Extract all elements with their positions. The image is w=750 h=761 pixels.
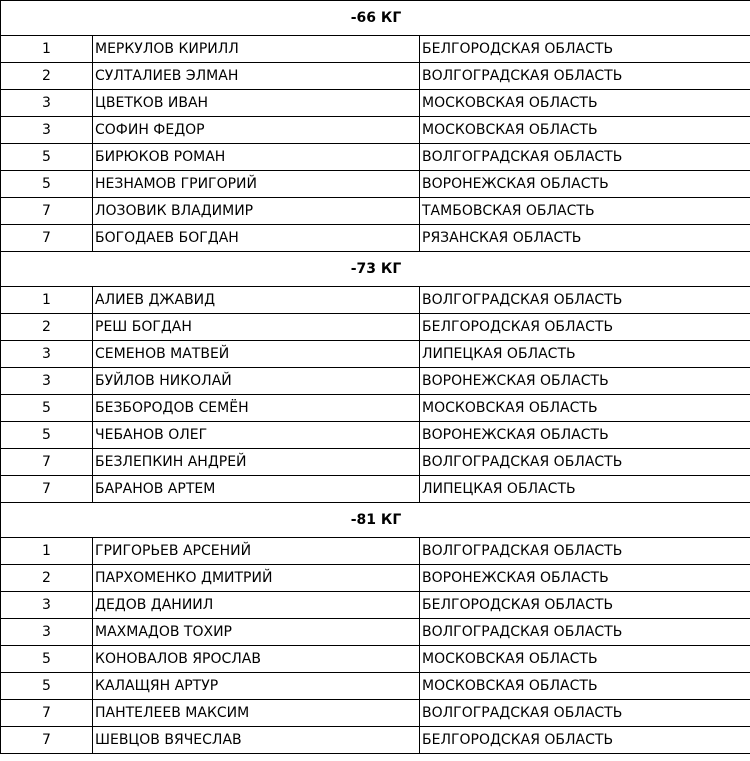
place-cell: 3 — [1, 117, 93, 144]
region-cell: БЕЛГОРОДСКАЯ ОБЛАСТЬ — [420, 314, 750, 341]
place-cell: 7 — [1, 700, 93, 727]
table-row — [1, 314, 750, 341]
table-row — [1, 565, 750, 592]
region-cell: МОСКОВСКАЯ ОБЛАСТЬ — [420, 395, 750, 422]
place-cell: 2 — [1, 63, 93, 90]
region-cell: МОСКОВСКАЯ ОБЛАСТЬ — [420, 117, 750, 144]
region-cell: ВОЛГОГРАДСКАЯ ОБЛАСТЬ — [420, 449, 750, 476]
table-row — [1, 619, 750, 646]
place-cell: 5 — [1, 171, 93, 198]
place-cell: 2 — [1, 565, 93, 592]
region-cell: ВОРОНЕЖСКАЯ ОБЛАСТЬ — [420, 565, 750, 592]
place-cell: 3 — [1, 619, 93, 646]
place-cell: 3 — [1, 341, 93, 368]
table-row — [1, 727, 750, 754]
table-row — [1, 592, 750, 619]
table-row — [1, 395, 750, 422]
athlete-name-cell: ПАНТЕЛЕЕВ МАКСИМ — [93, 700, 420, 727]
region-cell: ВОЛГОГРАДСКАЯ ОБЛАСТЬ — [420, 144, 750, 171]
place-cell: 2 — [1, 314, 93, 341]
region-cell: ЛИПЕЦКАЯ ОБЛАСТЬ — [420, 341, 750, 368]
athlete-name-cell: СУЛТАЛИЕВ ЭЛМАН — [93, 63, 420, 90]
weight-category-header — [1, 252, 750, 287]
table-row — [1, 287, 750, 314]
weight-category-title: -81 КГ — [1, 503, 750, 538]
table-row — [1, 90, 750, 117]
region-cell: ЛИПЕЦКАЯ ОБЛАСТЬ — [420, 476, 750, 503]
table-row — [1, 171, 750, 198]
athlete-name-cell: РЕШ БОГДАН — [93, 314, 420, 341]
athlete-name-cell: БАРАНОВ АРТЕМ — [93, 476, 420, 503]
table-row — [1, 422, 750, 449]
region-cell: ВОЛГОГРАДСКАЯ ОБЛАСТЬ — [420, 287, 750, 314]
athlete-name-cell: БЕЗБОРОДОВ СЕМЁН — [93, 395, 420, 422]
region-cell: ВОЛГОГРАДСКАЯ ОБЛАСТЬ — [420, 619, 750, 646]
athlete-name-cell: КОНОВАЛОВ ЯРОСЛАВ — [93, 646, 420, 673]
place-cell: 1 — [1, 287, 93, 314]
table-row — [1, 449, 750, 476]
region-cell: ВОЛГОГРАДСКАЯ ОБЛАСТЬ — [420, 700, 750, 727]
athlete-name-cell: ГРИГОРЬЕВ АРСЕНИЙ — [93, 538, 420, 565]
athlete-name-cell: СОФИН ФЕДОР — [93, 117, 420, 144]
region-cell: БЕЛГОРОДСКАЯ ОБЛАСТЬ — [420, 36, 750, 63]
table-row — [1, 341, 750, 368]
region-cell: МОСКОВСКАЯ ОБЛАСТЬ — [420, 673, 750, 700]
table-row — [1, 225, 750, 252]
weight-category-header — [1, 503, 750, 538]
region-cell: ВОРОНЕЖСКАЯ ОБЛАСТЬ — [420, 422, 750, 449]
place-cell: 1 — [1, 538, 93, 565]
place-cell: 7 — [1, 225, 93, 252]
athlete-name-cell: БУЙЛОВ НИКОЛАЙ — [93, 368, 420, 395]
table-row — [1, 368, 750, 395]
place-cell: 7 — [1, 476, 93, 503]
place-cell: 5 — [1, 144, 93, 171]
place-cell: 7 — [1, 198, 93, 225]
place-cell: 3 — [1, 368, 93, 395]
athlete-name-cell: МЕРКУЛОВ КИРИЛЛ — [93, 36, 420, 63]
athlete-name-cell: ЦВЕТКОВ ИВАН — [93, 90, 420, 117]
region-cell: МОСКОВСКАЯ ОБЛАСТЬ — [420, 90, 750, 117]
athlete-name-cell: СЕМЕНОВ МАТВЕЙ — [93, 341, 420, 368]
place-cell: 3 — [1, 90, 93, 117]
athlete-name-cell: БОГОДАЕВ БОГДАН — [93, 225, 420, 252]
place-cell: 5 — [1, 395, 93, 422]
region-cell: ВОРОНЕЖСКАЯ ОБЛАСТЬ — [420, 171, 750, 198]
athlete-name-cell: МАХМАДОВ ТОХИР — [93, 619, 420, 646]
athlete-name-cell: НЕЗНАМОВ ГРИГОРИЙ — [93, 171, 420, 198]
place-cell: 7 — [1, 727, 93, 754]
region-cell: МОСКОВСКАЯ ОБЛАСТЬ — [420, 646, 750, 673]
region-cell: ТАМБОВСКАЯ ОБЛАСТЬ — [420, 198, 750, 225]
place-cell: 5 — [1, 673, 93, 700]
place-cell: 1 — [1, 36, 93, 63]
region-cell: ВОРОНЕЖСКАЯ ОБЛАСТЬ — [420, 368, 750, 395]
place-cell: 5 — [1, 422, 93, 449]
athlete-name-cell: КАЛАЩЯН АРТУР — [93, 673, 420, 700]
athlete-name-cell: ЛОЗОВИК ВЛАДИМИР — [93, 198, 420, 225]
table-row — [1, 144, 750, 171]
table-row — [1, 538, 750, 565]
place-cell: 3 — [1, 592, 93, 619]
athlete-name-cell: ЧЕБАНОВ ОЛЕГ — [93, 422, 420, 449]
region-cell: ВОЛГОГРАДСКАЯ ОБЛАСТЬ — [420, 63, 750, 90]
table-row — [1, 36, 750, 63]
region-cell: БЕЛГОРОДСКАЯ ОБЛАСТЬ — [420, 727, 750, 754]
table-row — [1, 476, 750, 503]
athlete-name-cell: ШЕВЦОВ ВЯЧЕСЛАВ — [93, 727, 420, 754]
weight-category-title: -66 КГ — [1, 1, 750, 36]
table-row — [1, 700, 750, 727]
athlete-name-cell: АЛИЕВ ДЖАВИД — [93, 287, 420, 314]
region-cell: ВОЛГОГРАДСКАЯ ОБЛАСТЬ — [420, 538, 750, 565]
table-row — [1, 646, 750, 673]
region-cell: РЯЗАНСКАЯ ОБЛАСТЬ — [420, 225, 750, 252]
table-row — [1, 673, 750, 700]
athlete-name-cell: ПАРХОМЕНКО ДМИТРИЙ — [93, 565, 420, 592]
table-row — [1, 63, 750, 90]
table-row — [1, 198, 750, 225]
place-cell: 7 — [1, 449, 93, 476]
athlete-name-cell: БЕЗЛЕПКИН АНДРЕЙ — [93, 449, 420, 476]
athlete-name-cell: БИРЮКОВ РОМАН — [93, 144, 420, 171]
weight-category-header — [1, 1, 750, 36]
table-row — [1, 117, 750, 144]
weight-category-title: -73 КГ — [1, 252, 750, 287]
athlete-name-cell: ДЕДОВ ДАНИИЛ — [93, 592, 420, 619]
region-cell: БЕЛГОРОДСКАЯ ОБЛАСТЬ — [420, 592, 750, 619]
results-table-body — [1, 1, 750, 754]
place-cell: 5 — [1, 646, 93, 673]
